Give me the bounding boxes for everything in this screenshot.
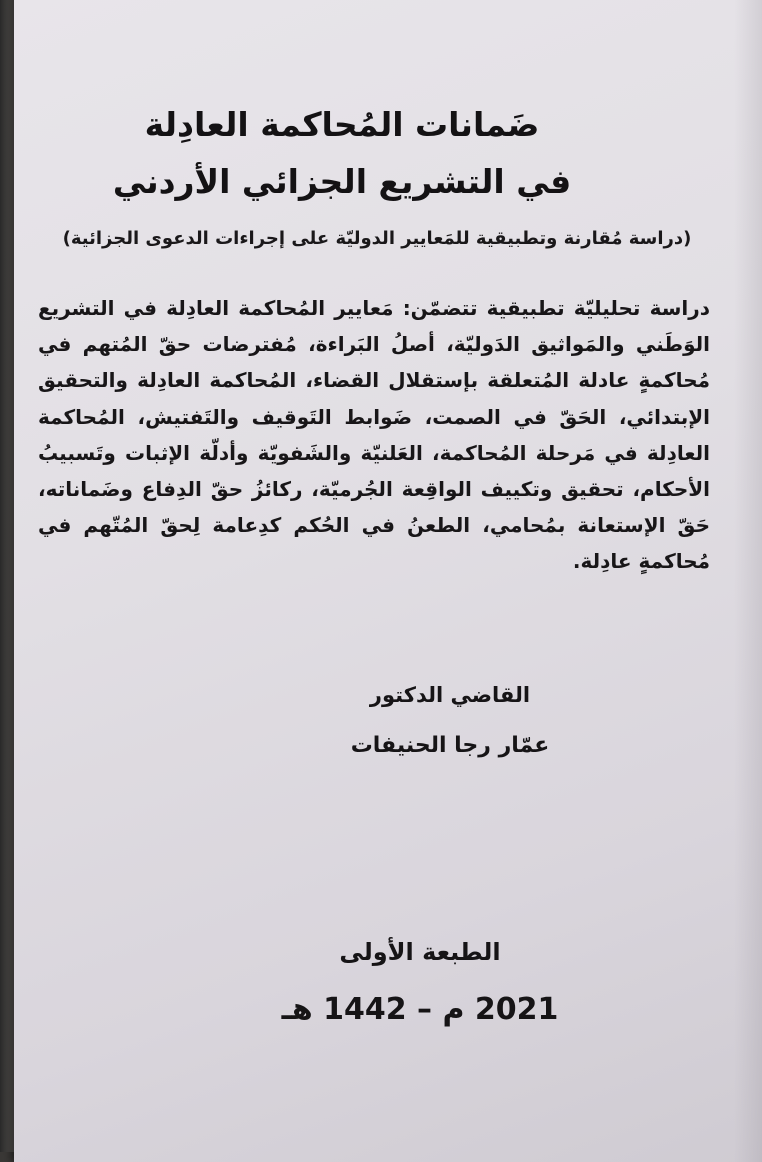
- edition-label: الطبعة الأولى: [339, 938, 501, 966]
- title-line-1: ضَمانات المُحاكمة العادِلة: [144, 105, 540, 144]
- subtitle: (دراسة مُقارنة وتطبيقية للمَعايير الدوليّة على إجراءات الدعوى الجزائية): [62, 228, 692, 249]
- title-line-2: في التشريع الجزائي الأردني: [112, 162, 572, 201]
- description-paragraph: دراسة تحليليّة تطبيقية تتضمّن: مَعايير المُحاكمة العادِلة في التشريع الوَطَني والمَواثيق الدَوليّة، أصلُ البَراءة، مُفترضات حقّ المُتهم في مُحاكمةٍ عادلة المُتعلقة بإستقلال القضاء، المُحاكمة العادِلة والتحقيق الإبتدائي، الحَقّ في الصمت، ضَوابط التَوقيف والتَفتيش، المُحاكمة العادِلة في مَرحلة المُحاكمة، العَلنيّة والشَفويّة وأدلّة الإثبات وتَسبيبُ الأحكام، تحقيق وتكييف الواقِعة الجُرميّة، ركائزُ حقّ الدِفاع وضَماناته، حَقّ الإستعانة بمُحامي، الطعنُ في الحُكم كدِعامة لِحقّ المُتّهم في مُحاكمةٍ عادِلة.: [38, 296, 710, 574]
- author-title: القاضي الدكتور: [369, 683, 531, 707]
- publication-date: 2021 م – 1442 هـ: [281, 992, 559, 1027]
- author-name: عمّار رجا الحنيفات: [350, 733, 550, 758]
